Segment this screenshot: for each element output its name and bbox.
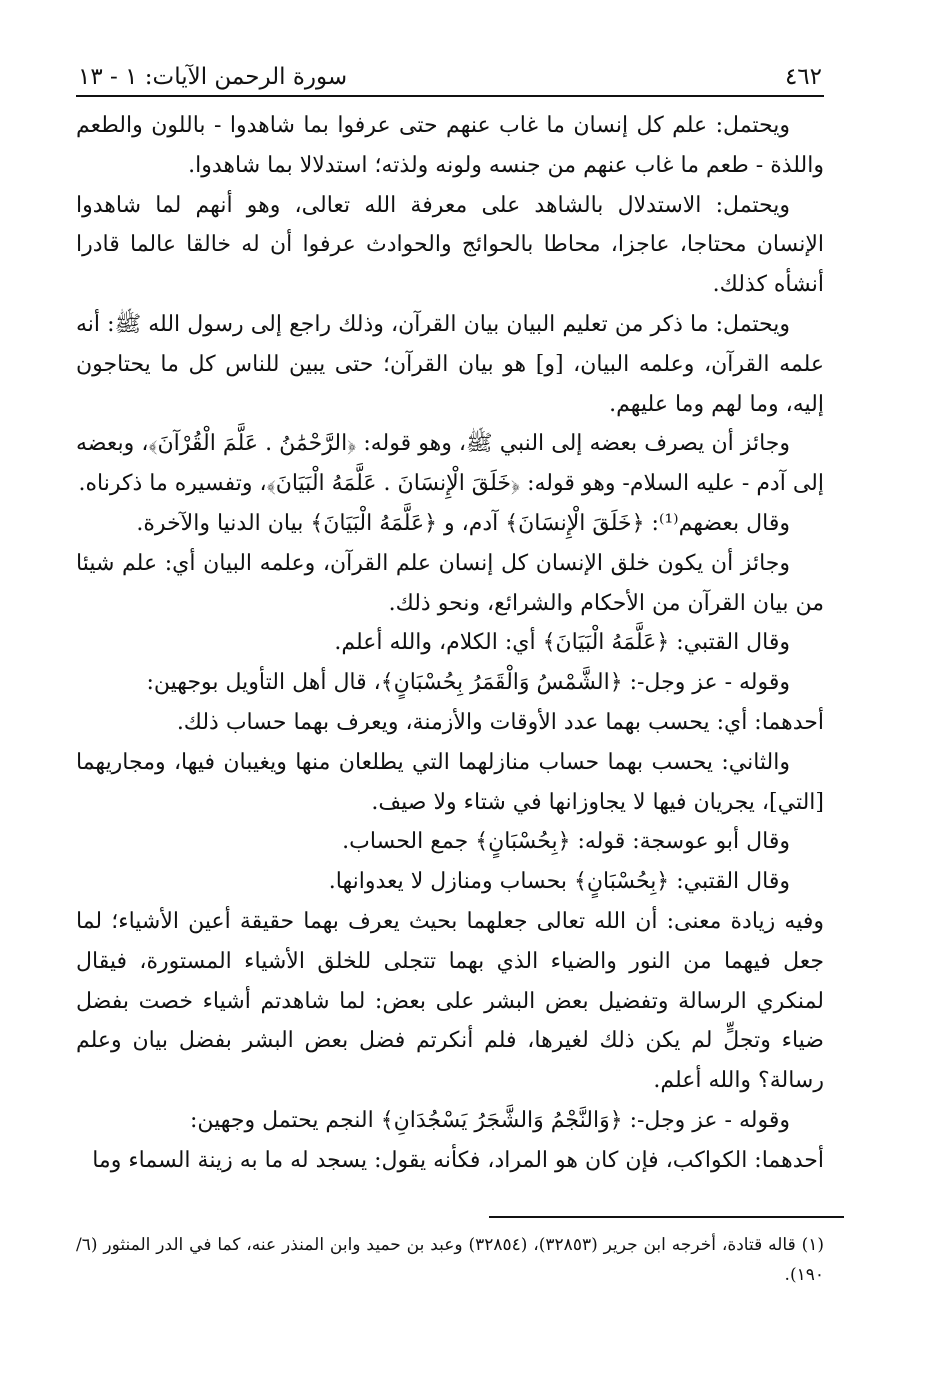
paragraph: وجائز أن يكون خلق الإنسان كل إنسان علم القرآن، وعلمه البيان أي: علم شيئا من بيان القرآن من الأحكام والشرائع، ونحو ذلك. bbox=[76, 550, 824, 616]
paragraph: وقال القتبي: ﴿عَلَّمَهُ الْبَيَانَ﴾ أي: الكلام، والله أعلم. bbox=[334, 630, 790, 656]
paragraph: ويحتمل: الاستدلال بالشاهد على معرفة الله تعالى، وهو أنهم لما شاهدوا الإنسان محتاجا، عاجزا، محاطا بالحوائج والحوادث عرفوا أن له خالقا عالما قادرا أنشأه كذلك. bbox=[76, 192, 824, 298]
paragraph: وقوله - عز وجل-: ﴿وَالنَّجْمُ وَالشَّجَرُ يَسْجُدَانِ﴾ النجم يحتمل وجهين: bbox=[189, 1107, 790, 1133]
paragraph: وفيه زيادة معنى: أن الله تعالى جعلهما بحيث يعرف بهما حقيقة أعين الأشياء؛ لما جعل فيهما من النور والضياء الذي بهما تتجلى للخلق الأشياء المستورة، فيقال لمنكري الرسالة وتفضيل بعض البشر على بعض: لما شاهدتم أشياء خصت بفضل ضياء وتجلٍّ لم يكن ذلك لغيرها، فلم أنكرتم فضل بعض البشر بفضل بيان وعلم رسالة؟ والله أعلم. bbox=[76, 908, 824, 1094]
paragraph: وقال أبو عوسجة: قوله: ﴿بِحُسْبَانٍ﴾ جمع الحساب. bbox=[342, 829, 790, 855]
paragraph: وقال القتبي: ﴿بِحُسْبَانٍ﴾ بحساب ومنازل لا يعدوانها. bbox=[328, 869, 790, 895]
paragraph: وجائز أن يصرف بعضه إلى النبي ﷺ، وهو قوله: ﴿الرَّحْمَٰنُ . عَلَّمَ الْقُرْآنَ﴾، وبعضه إلى آدم - عليه السلام- وهو قوله: ﴿خَلَقَ الْإِنسَانَ . عَلَّمَهُ الْبَيَانَ﴾، وتفسيره ما ذكرناه. bbox=[76, 431, 824, 497]
running-title: سورة الرحمن الآيات: ١ - ١٣ bbox=[78, 64, 348, 91]
paragraph: وقوله - عز وجل-: ﴿الشَّمْسُ وَالْقَمَرُ بِحُسْبَانٍ﴾، قال أهل التأويل بوجهين: bbox=[146, 670, 790, 696]
header-rule bbox=[76, 95, 824, 97]
paragraph: أحدهما: أي: يحسب بهما عدد الأوقات والأزمنة، ويعرف بهما حساب ذلك. bbox=[176, 709, 824, 735]
paragraph: والثاني: يحسب بهما حساب منازلهما التي يطلعان منها ويغيبان فيها، ومجاريهما [التي]، يجريان فيها لا يجاوزانها في شتاء ولا صيف. bbox=[76, 749, 824, 815]
footnote-rule bbox=[489, 1216, 844, 1218]
footnote: (١) قاله قتادة، أخرجه ابن جرير (٣٢٨٥٣)، (٣٢٨٥٤) وعبد بن حميد وابن المنذر عنه، كما في الدر المنثور (٦/ ١٩٠). bbox=[76, 1235, 825, 1285]
page-number: ٤٦٢ bbox=[784, 64, 822, 91]
paragraph: أحدهما: الكواكب، فإن كان هو المراد، فكأنه يقول: يسجد له ما به زينة السماء وما bbox=[92, 1147, 824, 1173]
main-text bbox=[76, 106, 824, 1181]
paragraph: ويحتمل: علم كل إنسان ما غاب عنهم حتى عرفوا بما شاهدوا - باللون والطعم واللذة - طعم ما غاب عنهم من جنسه ولونه ولذته؛ استدلالا بما شاهدوا. bbox=[76, 113, 824, 178]
paragraph: ويحتمل: ما ذكر من تعليم البيان بيان القرآن، وذلك راجع إلى رسول الله ﷺ: أنه علمه القرآن، وعلمه البيان، [و] هو بيان القرآن؛ حتى يبين للناس كل ما يحتاجون إليه، وما لهم وما عليهم. bbox=[76, 311, 824, 417]
running-header bbox=[78, 40, 822, 92]
paragraph: وقال بعضهم⁽¹⁾: ﴿خَلَقَ الْإِنسَانَ﴾ آدم، و ﴿عَلَّمَهُ الْبَيَانَ﴾ بيان الدنيا والآخرة. bbox=[136, 510, 790, 536]
